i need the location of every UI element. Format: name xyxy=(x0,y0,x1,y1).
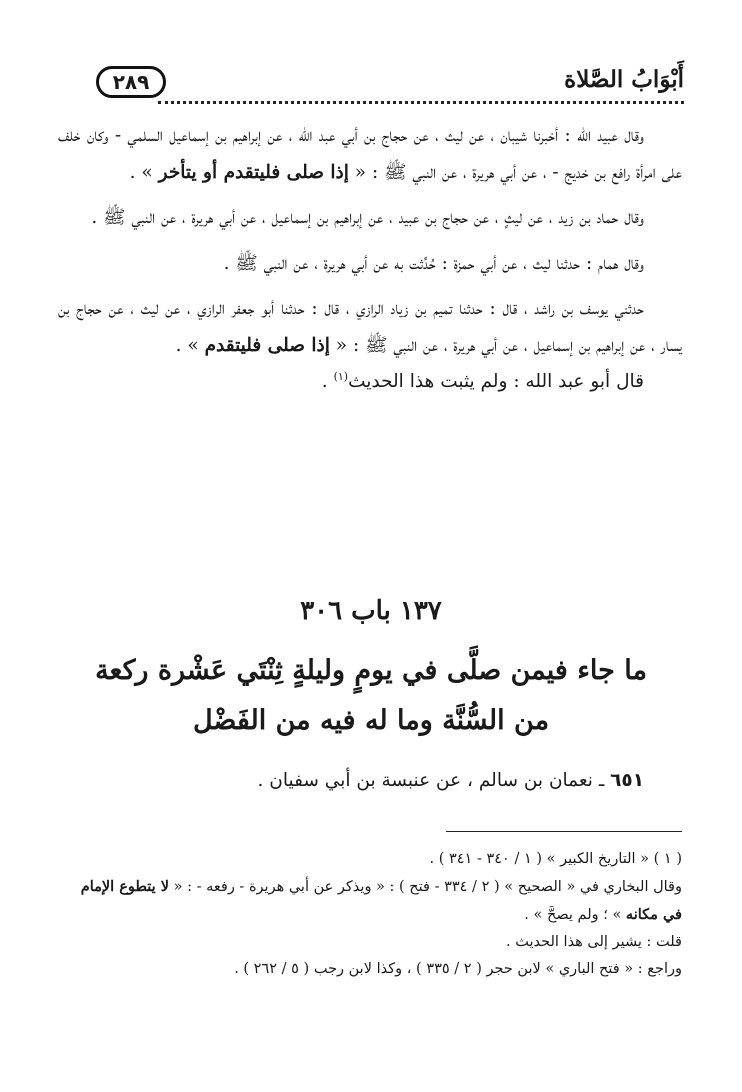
page-number-badge xyxy=(96,66,166,98)
footnote-line-3: قلت : يشير إلى هذا الحديث . xyxy=(506,934,682,950)
chapter-number: ١٣٧ باب ٣٠٦ xyxy=(300,596,442,626)
paragraph-3 xyxy=(58,246,682,283)
paragraph-5 xyxy=(58,364,682,401)
paragraph-3-text: وقال همام : حدثنا ليث ، عن أبي حمزة : حُدِّثت به عن أبي هريرة ، عن النبي ﷺ . xyxy=(223,252,644,274)
footnote-divider xyxy=(446,831,682,832)
hadith-entry xyxy=(58,770,682,791)
paragraph-4-hadith-quote: إذا صلى فليتقدم xyxy=(204,334,330,356)
page-number: ٢٨٩ xyxy=(112,70,150,94)
footnote-line-2-after: » ؛ ولم يصحَّ » . xyxy=(524,907,626,923)
footnote-line-2-quote: لا يتطوع الإمام في مكانه xyxy=(80,878,682,923)
paragraph-1-text: وقال عبيد الله : أخبرنا شيبان ، عن ليث ، عن حجاج بن أبي عبد الله ، عن إبراهيم بن إسماعيل السلمي - وكان خلف على امرأة رافع بن خديج - ، عن أبي هريرة ، عن النبي ﷺ : « xyxy=(58,125,682,183)
running-head: أَبْوَابُ الصَّلاة xyxy=(564,66,684,93)
paragraph-4 xyxy=(58,291,682,364)
page-header xyxy=(92,62,684,106)
footnote-marker[interactable]: (١) xyxy=(333,369,349,383)
hadith-number: ٦٥١ xyxy=(610,770,644,791)
paragraph-1 xyxy=(58,118,682,191)
footnote-line-2 xyxy=(78,873,682,929)
footnotes xyxy=(78,846,682,983)
chapter-title-line-1: ما جاء فيمن صلَّى في يومٍ وليلةٍ ثِنْتَي عَشْرة ركعة xyxy=(95,655,647,686)
header-divider xyxy=(158,101,684,104)
chapter-title-line-2: من السُّنَّة وما له فيه من الفَضْل xyxy=(192,705,550,736)
footnote-line-4: وراجع : « فتح الباري » لابن حجر ( ٢ / ٣٣٥ ) ، وكذا لابن رجب ( ٥ / ٢٦٢ ) . xyxy=(234,961,682,977)
paragraph-4-text: حدثني يوسف بن راشد ، قال : حدثنا تميم بن زياد الرازي ، قال : حدثنا أبو جعفر الرازي ، عن ليث ، عن حجاج بن يسار ، عن إبراهيم بن إسماعيل ، عن أبي هريرة ، عن النبي ﷺ : « xyxy=(58,298,682,356)
paragraph-2 xyxy=(58,200,682,237)
paragraph-1-hadith-quote: إذا صلى فليتقدم أو يتأخر xyxy=(158,161,349,183)
chapter-title xyxy=(40,646,702,746)
footnote-line-1: ( ١ ) « التاريخ الكبير » ( ١ / ٣٤٠ - ٣٤١ ) . xyxy=(429,851,682,867)
paragraph-5-text: قال أبو عبد الله : ولم يثبت هذا الحديث xyxy=(348,371,644,392)
main-text xyxy=(58,118,682,410)
paragraph-5-after: . xyxy=(321,371,334,392)
paragraph-4-after: » . xyxy=(175,334,205,356)
footnote-line-2-text: وقال البخاري في « الصحيح » ( ٢ / ٣٣٤ - فتح ) : « ويذكر عن أبي هريرة - رفعه - : « xyxy=(169,879,682,895)
paragraph-1-after: » . xyxy=(129,161,159,183)
paragraph-2-text: وقال حماد بن زيد ، عن ليثٍ ، عن حجاج بن عبيد ، عن إبراهيم بن إسماعيل ، عن أبي هريرة ، عن النبي ﷺ . xyxy=(91,207,644,228)
hadith-text: ـ نعمان بن سالم ، عن عنبسة بن أبي سفيان . xyxy=(257,770,611,791)
